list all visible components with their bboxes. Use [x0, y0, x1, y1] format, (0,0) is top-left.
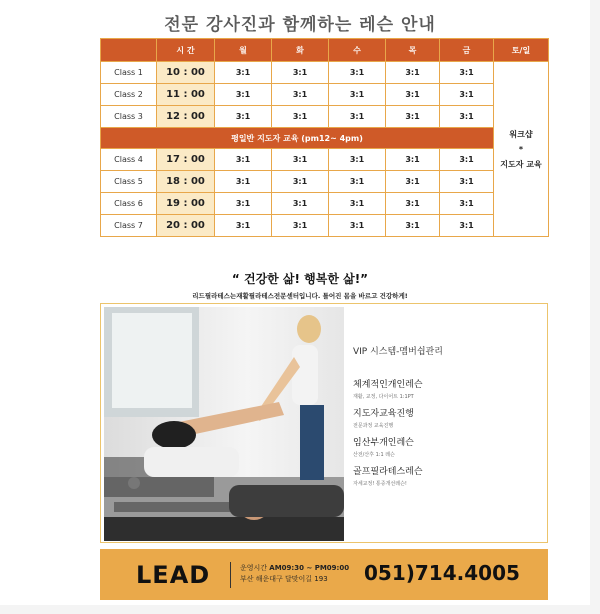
table-row [101, 149, 549, 171]
slot-cell: 3:1 [386, 62, 440, 84]
slot-cell: 3:1 [329, 171, 386, 193]
slot-cell: 3:1 [272, 215, 329, 237]
lead-logo: LEAD [136, 561, 211, 589]
table-row [101, 84, 549, 106]
feature-title: 지도자교육진행 [353, 409, 414, 419]
header-time: 시 간 [157, 39, 215, 62]
feature-subtitle: 재활, 교정, 다이어트 1:1PT [353, 394, 414, 400]
feature-title: 골프필라테스레슨 [353, 467, 423, 477]
slot-cell: 3:1 [272, 193, 329, 215]
slot-cell: 3:1 [272, 84, 329, 106]
slot-cell: 3:1 [386, 149, 440, 171]
slot-cell: 3:1 [386, 215, 440, 237]
slot-cell: 3:1 [215, 171, 272, 193]
business-info [240, 563, 349, 585]
header-wed: 수 [329, 39, 386, 62]
slot-cell: 3:1 [272, 149, 329, 171]
feature-subtitle: 전문과정 교육진행 [353, 423, 394, 429]
slogan: “ 건강한 삶! 행복한 삶!” [231, 272, 369, 286]
slot-cell: 3:1 [386, 84, 440, 106]
feature-item [353, 464, 543, 487]
banner-row [101, 128, 549, 149]
header-weekend: 토/일 [494, 39, 549, 62]
slot-cell: 3:1 [215, 215, 272, 237]
phone-number: 051)714.4005 [364, 561, 520, 585]
slot-cell: 3:1 [386, 193, 440, 215]
feature-list [353, 344, 543, 493]
class-name: Class 5 [101, 171, 157, 193]
slot-cell: 3:1 [329, 62, 386, 84]
slot-cell: 3:1 [215, 149, 272, 171]
footer-divider [230, 562, 231, 588]
weekend-cell [494, 62, 549, 237]
pilates-photo-illustration [104, 307, 344, 541]
header-fri: 금 [440, 39, 494, 62]
slot-cell: 3:1 [440, 171, 494, 193]
slot-cell: 3:1 [440, 215, 494, 237]
header-blank [101, 39, 157, 62]
slot-cell: 3:1 [440, 149, 494, 171]
class-time: 18 : 00 [157, 171, 215, 193]
header-mon: 월 [215, 39, 272, 62]
class-time: 12 : 00 [157, 106, 215, 128]
slot-cell: 3:1 [272, 62, 329, 84]
vip-system-label: VIP 시스템-멤버쉽관리 [353, 347, 443, 357]
slot-cell: 3:1 [215, 106, 272, 128]
class-name: Class 3 [101, 106, 157, 128]
feature-item [353, 435, 543, 458]
slot-cell: 3:1 [440, 62, 494, 84]
slot-cell: 3:1 [329, 84, 386, 106]
slot-cell: 3:1 [386, 171, 440, 193]
schedule-header-row [101, 39, 549, 62]
class-name: Class 2 [101, 84, 157, 106]
weekend-line-instructor: 지도자 교육 [500, 159, 542, 169]
schedule-table [100, 38, 549, 237]
header-thu: 목 [386, 39, 440, 62]
address: 부산 해운대구 달맞이길 193 [240, 575, 328, 583]
slot-cell: 3:1 [215, 62, 272, 84]
weekend-line-star: * [518, 144, 524, 154]
class-name: Class 7 [101, 215, 157, 237]
feature-subtitle: 자세교정! 통증개선레슨! [353, 481, 407, 487]
sub-slogan: 리드필라테스는재활필라테스전문센터입니다. 틀어진 몸을 바르고 건강하게! [192, 292, 408, 300]
feature-title: 체계적인개인레슨 [353, 380, 423, 390]
class-time: 20 : 00 [157, 215, 215, 237]
promo-box [100, 303, 548, 543]
slot-cell: 3:1 [440, 106, 494, 128]
feature-item [353, 377, 543, 400]
slot-cell: 3:1 [215, 84, 272, 106]
table-row [101, 193, 549, 215]
slot-cell: 3:1 [329, 193, 386, 215]
hours-label: 운영시간 [240, 564, 268, 572]
slot-cell: 3:1 [329, 215, 386, 237]
pilates-class-photo [104, 307, 344, 541]
slot-cell: 3:1 [215, 193, 272, 215]
weekend-line-workshop: 워크샵 [509, 129, 533, 139]
table-row [101, 106, 549, 128]
slot-cell: 3:1 [386, 106, 440, 128]
class-time: 10 : 00 [157, 62, 215, 84]
slot-cell: 3:1 [272, 106, 329, 128]
table-row [101, 215, 549, 237]
table-row [101, 171, 549, 193]
slot-cell: 3:1 [440, 84, 494, 106]
slot-cell: 3:1 [272, 171, 329, 193]
class-time: 19 : 00 [157, 193, 215, 215]
class-name: Class 6 [101, 193, 157, 215]
table-row [101, 62, 549, 84]
class-name: Class 4 [101, 149, 157, 171]
instructor-training-banner: 평일반 지도자 교육 (pm12~ 4pm) [101, 128, 494, 149]
header-tue: 화 [272, 39, 329, 62]
slot-cell: 3:1 [329, 106, 386, 128]
slot-cell: 3:1 [440, 193, 494, 215]
class-name: Class 1 [101, 62, 157, 84]
feature-subtitle: 산전/산후 1:1 레슨 [353, 452, 395, 458]
class-time: 11 : 00 [157, 84, 215, 106]
class-time: 17 : 00 [157, 149, 215, 171]
feature-title: 임산부개인레슨 [353, 438, 414, 448]
feature-item [353, 406, 543, 429]
page-title: 전문 강사진과 함께하는 레슨 안내 [164, 15, 436, 35]
footer-banner [100, 549, 548, 600]
slot-cell: 3:1 [329, 149, 386, 171]
hours-value: AM09:30 ~ PM09:00 [269, 564, 350, 572]
business-hours [240, 563, 349, 574]
